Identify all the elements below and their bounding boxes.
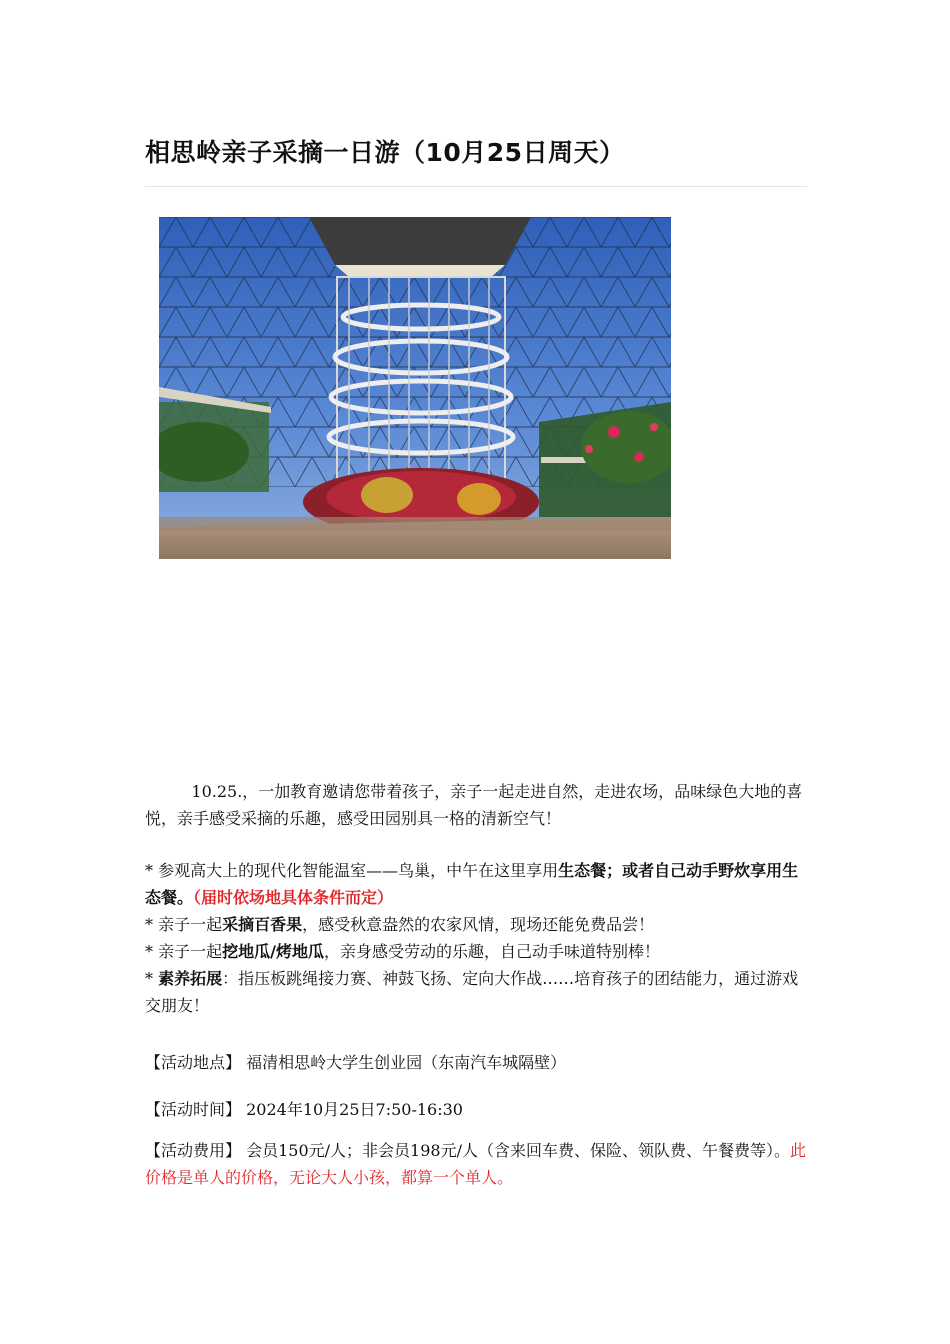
info-fee-note: 此价格是单人的价格，无论大人小孩，都算一个单人。 — [145, 1141, 806, 1187]
bullet-activities-prefix: * — [145, 969, 159, 988]
bullet-greenhouse-bold: 生态餐；或者自己动手野炊享用生态餐。 — [145, 861, 799, 907]
info-location-value: 福清相思岭大学生创业园（东南汽车城隔壁） — [241, 1053, 567, 1072]
info-time — [145, 1096, 813, 1123]
info-fee-value: 会员150元/人；非会员198元/人（含来回车费、保险、领队费、午餐费等）。 — [241, 1141, 790, 1160]
info-time-label: 【活动时间】 — [145, 1100, 242, 1119]
info-time-value: 2024年10月25日7:50-16:30 — [241, 1100, 463, 1119]
info-location — [145, 1049, 813, 1076]
article-body — [145, 778, 813, 1191]
bullet-greenhouse — [145, 857, 813, 911]
bullet-sweet-potato-text: ，亲身感受劳动的乐趣，自己动手味道特别棒！ — [323, 942, 660, 961]
info-fee-label: 【活动费用】 — [145, 1141, 242, 1160]
bullet-greenhouse-note: （届时依场地具体条件而定） — [193, 888, 394, 907]
bullet-greenhouse-text: * 参观高大上的现代化智能温室——鸟巢，中午在这里享用 — [145, 861, 559, 880]
bullet-sweet-potato-bold: 挖地瓜/烤地瓜 — [222, 942, 324, 961]
page-title: 相思岭亲子采摘一日游（10月25日周天） — [145, 138, 625, 167]
bullet-activities-text: ：指压板跳绳接力赛、神鼓飞扬、定向大作战……培育孩子的团结能力，通过游戏交朋友！ — [145, 969, 799, 1015]
bullet-passionfruit-bold: 采摘百香果 — [222, 915, 303, 934]
bullet-activities-bold: 素养拓展 — [158, 969, 223, 988]
info-fee — [145, 1137, 813, 1191]
bullet-passionfruit-prefix: * 亲子一起 — [145, 915, 223, 934]
bullet-passionfruit-text: ，感受秋意盎然的农家风情，现场还能免费品尝！ — [302, 915, 655, 934]
bullet-passionfruit — [145, 911, 813, 938]
geodesic-dome-greenhouse-photo-icon — [159, 217, 671, 559]
greenhouse-photo — [159, 217, 671, 559]
intro-paragraph: 10.25.，一加教育邀请您带着孩子，亲子一起走进自然，走进农场，品味绿色大地的喜悦，亲手感受采摘的乐趣，感受田园别具一格的清新空气！ — [145, 782, 803, 828]
title-divider — [145, 186, 807, 187]
bullet-sweet-potato-prefix: * 亲子一起 — [145, 942, 223, 961]
info-location-label: 【活动地点】 — [145, 1053, 242, 1072]
bullet-sweet-potato — [145, 938, 813, 965]
bullet-activities — [145, 965, 813, 1019]
